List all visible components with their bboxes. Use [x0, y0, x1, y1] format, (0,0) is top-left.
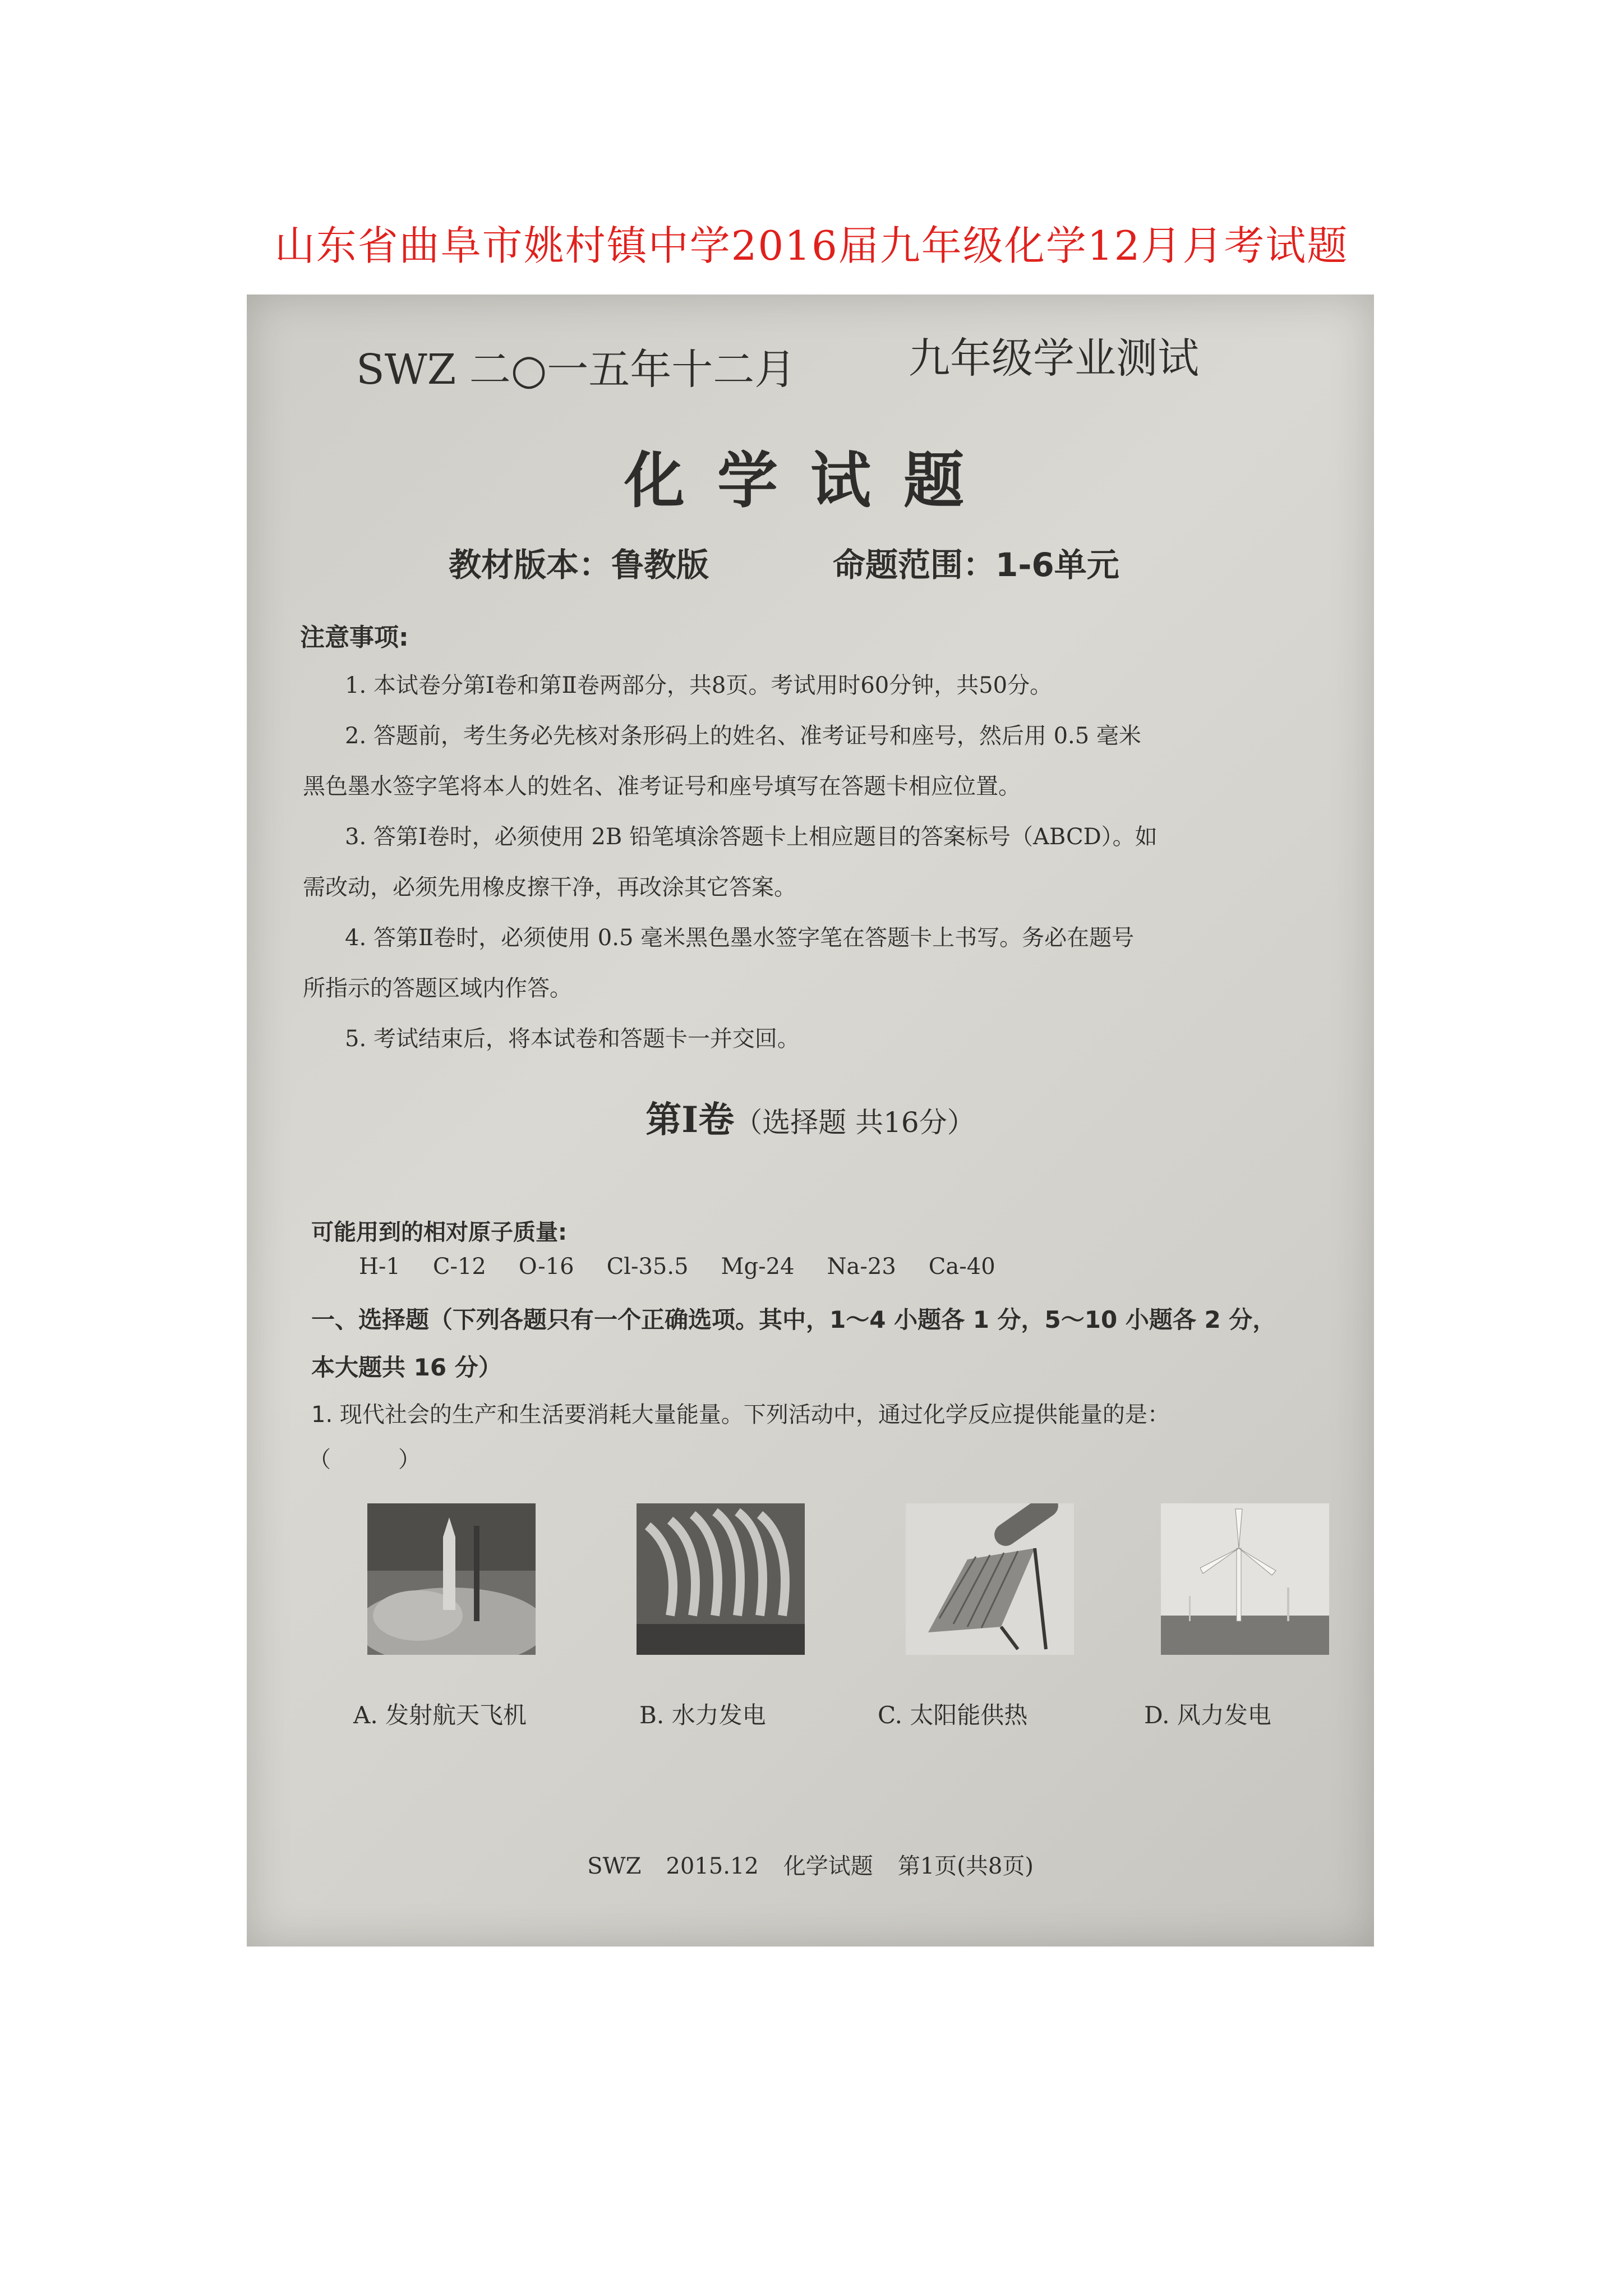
notice-line: 3. 答第Ⅰ卷时，必须使用 2B 铅笔填涂答题卡上相应题目的答案标号（ABCD）。如	[345, 824, 1158, 850]
notice-line: 5. 考试结束后，将本试卷和答题卡一并交回。	[345, 1026, 800, 1052]
solar-heater-icon	[906, 1503, 1074, 1655]
section-subtitle: （选择题 共16分）	[734, 1106, 975, 1139]
atomic-mass-item: H-1	[359, 1254, 400, 1280]
option-c-label: C. 太阳能供热	[878, 1701, 1028, 1729]
atomic-mass-item: Na-23	[827, 1254, 896, 1280]
atomic-mass-item: Ca-40	[928, 1254, 995, 1280]
atomic-mass-item: C-12	[432, 1254, 486, 1280]
option-b-label: B. 水力发电	[639, 1701, 766, 1729]
atomic-mass-list	[359, 1254, 1028, 1280]
water-turbine-icon	[637, 1503, 805, 1655]
atomic-mass-item: O-16	[518, 1254, 574, 1280]
exam-scope: 命题范围：1-6单元	[833, 546, 1119, 584]
notice-line: 1. 本试卷分第Ⅰ卷和第Ⅱ卷两部分，共8页。考试用时60分钟，共50分。	[345, 673, 1053, 698]
exam-header-date: SWZ 二○一五年十二月	[356, 346, 796, 394]
option-d-label: D. 风力发电	[1144, 1701, 1271, 1729]
part1-instruction-cont: 本大题共 16 分）	[311, 1354, 502, 1381]
document-title: 山东省曲阜市姚村镇中学2016届九年级化学12月月考试题	[274, 222, 1349, 269]
footer-page-number: 第1页(共8页)	[897, 1853, 1034, 1879]
section-name: 第Ⅰ卷	[645, 1099, 735, 1141]
footer-subject: 化学试题	[783, 1853, 873, 1879]
notice-line: 所指示的答题区域内作答。	[303, 976, 572, 1001]
notice-line: 2. 答题前，考生务必先核对条形码上的姓名、准考证号和座号，然后用 0.5 毫米	[345, 723, 1141, 749]
atomic-mass-item: Cl-35.5	[606, 1254, 689, 1280]
part1-instruction: 一、选择题（下列各题只有一个正确选项。其中，1～4 小题各 1 分，5～10 小题各 2 分，	[311, 1306, 1276, 1333]
exam-header-grade: 九年级学业测试	[909, 334, 1199, 383]
exam-page-photo	[247, 295, 1374, 1947]
option-a-label: A. 发射航天飞机	[353, 1701, 527, 1729]
notice-line: 需改动，必须先用橡皮擦干净，再改涂其它答案。	[303, 875, 796, 900]
notice-line: 4. 答第Ⅱ卷时，必须使用 0.5 毫米黑色墨水签字笔在答题卡上书写。务必在题号	[345, 925, 1135, 951]
question-1-blank: （ ）	[308, 1447, 421, 1473]
atomic-mass-heading: 可能用到的相对原子质量:	[311, 1220, 567, 1245]
notice-line: 黑色墨水签字笔将本人的姓名、准考证号和座号填写在答题卡相应位置。	[303, 774, 1021, 799]
question-1-text: 1. 现代社会的生产和生活要消耗大量能量。下列活动中，通过化学反应提供能量的是：	[311, 1402, 1170, 1428]
section-title	[247, 1091, 1374, 1143]
notice-heading: 注意事项:	[300, 623, 409, 652]
footer-date: 2015.12	[666, 1853, 759, 1879]
textbook-edition: 教材版本：鲁教版	[449, 546, 709, 584]
page-footer	[247, 1848, 1374, 1880]
atomic-mass-item: Mg-24	[721, 1254, 795, 1280]
exam-title: 化学试题	[624, 445, 997, 516]
rocket-launch-icon	[367, 1503, 536, 1655]
wind-turbine-icon	[1161, 1503, 1329, 1655]
footer-code: SWZ	[587, 1853, 642, 1879]
